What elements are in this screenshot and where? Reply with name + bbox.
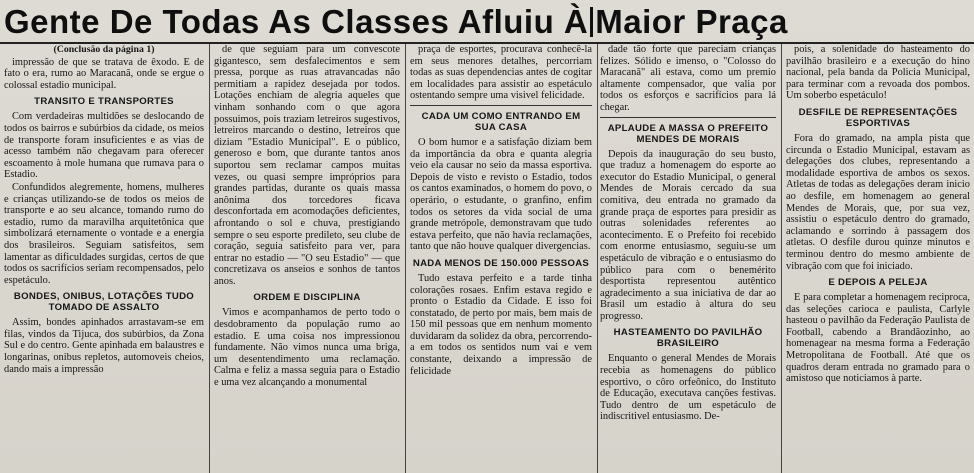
article-paragraph: dade tão forte que pareciam crianças felizes. Sólido e imenso, o "Colosso do Maracanã" ali estava, como um premio altamente compensador, que valia por todos os esforços e sacrifícios para lá chegar.: [600, 44, 776, 113]
article-paragraph: Confundidos alegremente, homens, mulheres e crianças utilizando-se de todos os meios de transporte e ao seu alcance, tomando rumo do estadio, rumo da maravilha arquitetônica que simbolizará eternamente o vontade e a energia dos brasileiros. Seguiam satisfeitos, sem lamentar as dificuldades surgidas, certos de que todos os sacrifícios seriam recompensados, pelo espetáculo.: [4, 181, 204, 286]
column-divider: [405, 44, 406, 473]
headline-separator: [590, 7, 593, 37]
column-divider: [209, 44, 210, 473]
article-paragraph: Tudo estava perfeito e a tarde tinha colorações rosaes. Enfim estava regido e pronto o Estadio da Cidade. E isso foi constatado, de perto por mais, bem mais de 150 mil pessoas que em nenhum momento duvidaram da solidez da obra, percorrendo-a em todos os sentidos num vai e vem constante, deixando a impressão de felicidade: [410, 272, 592, 377]
subheading: APLAUDE A MASSA O PREFEITO MENDES DE MORAIS: [607, 122, 769, 145]
subheading: ORDEM E DISCIPLINA: [253, 292, 361, 304]
article-paragraph: praça de esportes, procurava conhecê-la em seus menores detalhes, percorriam todas as suas dependencias antes de cogitar em localidades para assistir ao espetáculo ostentando sempre uma visivel felicidade.: [410, 44, 592, 102]
column-divider: [597, 44, 598, 473]
article-paragraph: Assim, bondes apinhados arrastavam-se em filas, vindos da Tijuca, dos subúrbios, da Zona Sul e do centro. Gente apinhada em balaustres e longarinas, onibus repletos, automoveis cheios, dando mais a impressão: [4, 317, 204, 375]
article-paragraph: Com verdadeiras multidões se deslocando de todos os bairros e subúrbios da cidade, os meios de transporte foram insuficientes e as vias de acesso também não chegavam para oferecer escoamento à mole humana que rumava para o Estadio.: [4, 111, 204, 181]
headline-part-1: Gente De Todas As Classes Afluiu À: [4, 3, 589, 40]
headline-part-2: Maior Praça: [595, 3, 788, 40]
subheading: CADA UM COMO ENTRANDO EM SUA CASA: [421, 110, 581, 133]
continuation-note: (Conclusão da página 1): [53, 44, 155, 55]
article-paragraph: Enquanto o general Mendes de Morais recebia as homenagens do público esportivo, o côro orfeônico, do Instituto de Educação, executava canções festivas. Tudo dentro de um espetáculo de indiscritivel entusiasmo. De-: [600, 353, 776, 423]
column-4: [600, 44, 776, 473]
article-paragraph: pois, a solenidade do hasteamento do pavilhão brasileiro e a execução do hino nacional, pela banda da Policia Municipal, para terminar com a revoada dos pombos. Um soberbo espetáculo!: [786, 44, 970, 102]
column-divider: [781, 44, 782, 473]
subheading: E DEPOIS A PELEJA: [828, 277, 928, 289]
column-5: [786, 44, 970, 473]
column-3: [410, 44, 592, 473]
section-rule: [410, 105, 592, 106]
article-paragraph: Depois da inauguração do seu busto, que traduz a homenagem do esporte ao executor do Estadio Municipal, o general Mendes de Morais cercado da sua comitiva, deu entrada no gramado da grande praça de esportes para presidir as outras solenidades referentes ao acontecimento. E o Prefeito foi recebido com enorme entusiasmo, seguiu-se um espetáculo de vibração e o entusiasmo do público para com o benemérito desportista representou autêntico agradecimento a sua iniciativa de dar ao Brasil um estadio à altura do seu progresso.: [600, 148, 776, 322]
column-2: [214, 44, 400, 473]
column-1: [4, 44, 204, 473]
subheading: HASTEAMENTO DO PAVILHÃO BRASILEIRO: [613, 327, 763, 350]
section-rule: [600, 117, 776, 118]
subheading: NADA MENOS DE 150.000 PESSOAS: [412, 257, 590, 269]
subheading: BONDES, ONIBUS, LOTAÇÕES TUDO TOMADO DE ASSALTO: [13, 291, 195, 314]
article-paragraph: Vimos e acompanhamos de perto todo o desdobramento da população rumo ao estadio. E uma coisa nos impressionou fundamente. Não vimos nunca uma briga, um desentendimento uma reclamação. Calma e feliz a massa seguia para o Estadio e uma vez alcançando a monumental: [214, 307, 400, 389]
headline: [4, 2, 970, 42]
article-paragraph: O bom humor e a satisfação diziam bem da importância da obra e quanta alegria veio ela causar no seio da massa esportiva. Depois de visto e revisto o Estadio, todos os cantos examinados, o homem do povo, o operário, o estudante, o granfino, enfim todos os setores da vida social de uma grande metrópole, demonstravam que tudo estava perfeito, que não havia reclamações, tanto que não houve qualquer divergencias.: [410, 136, 592, 253]
subheading: TRANSITO E TRANSPORTES: [34, 96, 174, 108]
subheading: DESFILE DE REPRESENTAÇÕES ESPORTIVAS: [798, 106, 958, 129]
article-paragraph: impressão de que se tratava de êxodo. E de fato o era, rumo ao Maracanã, onde se ergue o colossal estadio municipal.: [4, 56, 204, 91]
article-paragraph: Fora do gramado, na ampla pista que circunda o Estadio Municipal, estavam as delegações dos clubes, representando a modalidade esportiva de ambos os sexos. Atletas de todas as delegações deram inicio ao desfile, em homenagem ao general Mendes de Morais, que, por sua vez, assistiu o espetáculo dentro do gramado, aclamando e sorrindo à passagem dos atletas. O desfile durou quinze minutos e terminou dentro do mesmo ambiente de vibração com que foi iniciado.: [786, 132, 970, 272]
article-paragraph: E para completar a homenagem reciproca, das seleções carioca e paulista, Carlyle hasteou o pavilhão da Federação Paulista de Football, cabendo a Brandãozinho, ao homenagear na mesma forma a Federação Metropolitana de Football. Até que os quadros deram entrada no gramado para o amistoso que noticiamos à parte.: [786, 292, 970, 385]
article-paragraph: de que seguiam para um convescote gigantesco, sem desfalecimentos e sem pressa, porque as ruas atravancadas não permitiam a rapidez desejada por todos. Lotações enchiam de alegria aqueles que vinham sonhando com o que agora possuimos, pois traziam letreiros sugestivos, letreiros marcando o destino, letreiros que diziam "Estadio Municipal". E o público, generoso e bom, que durante tantos anos suportou sem reclamar campos muitas vezes, ou quasi sempre impróprios para grandes partidas, durante os quais massa anônima dos torcedores ficava desconfortada em acomodações deficientes, afrontando o sol e chuva, prestigiando sempre o seu esporte predileto, seu clube de coração, seguia satisfeito para ver, para entrar no estadio — "O seu Estadio" — que concretizava os anseios e sonhos de tantos anos.: [214, 44, 400, 287]
